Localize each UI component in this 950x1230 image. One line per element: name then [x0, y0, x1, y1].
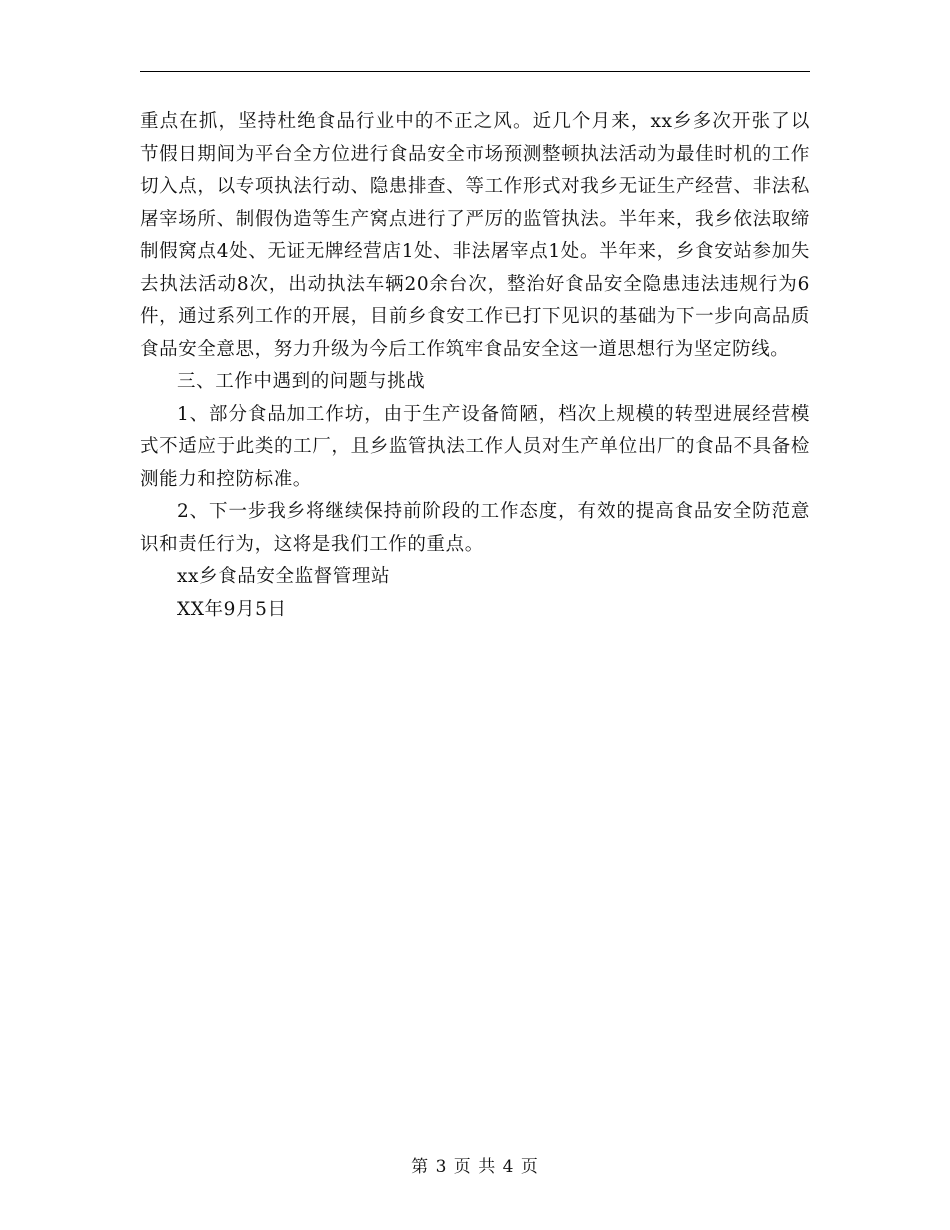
signature-organization: xx乡食品安全监督管理站 [177, 566, 391, 587]
signature-date: XX年9月5日 [177, 598, 287, 620]
paragraph-problem-2: 2、下一步我乡将继续保持前阶段的工作态度，有效的提高食品安全防范意识和责任行为，这将是我们工作的重点。 [140, 501, 810, 555]
header-rule [140, 71, 810, 72]
paragraph-problem-1: 1、部分食品加工作坊，由于生产设备简陋，档次上规模的转型进展经营模式不适应于此类的工厂，且乡监管执法工作人员对生产单位出厂的食品不具备检测能力和控防标准。 [140, 403, 810, 490]
document-body [140, 106, 810, 626]
section-heading-problems: 三、工作中遇到的问题与挑战 [177, 371, 426, 392]
paragraph-enforcement-summary: 重点在抓，坚持杜绝食品行业中的不正之风。近几个月来，xx乡多次开张了以节假日期间为平台全方位进行食品安全市场预测整顿执法活动为最佳时机的工作切入点，以专项执法行动、隐患排查、等工作形式对我乡无证生产经营、非法私屠宰场所、制假伪造等生产窝点进行了严厉的监管执法。半年来，我乡依法取缔制假窝点4处、无证无牌经营店1处、非法屠宰点1处。半年来，乡食安站参加失去执法活动8次，出动执法车辆20余台次，整治好食品安全隐患违法违规行为6件，通过系列工作的开展，目前乡食安工作已打下见识的基础为下一步向高品质食品安全意思，努力升级为今后工作筑牢食品安全这一道思想行为坚定防线。 [140, 111, 810, 360]
page-number-footer: 第 3 页 共 4 页 [411, 1157, 539, 1177]
